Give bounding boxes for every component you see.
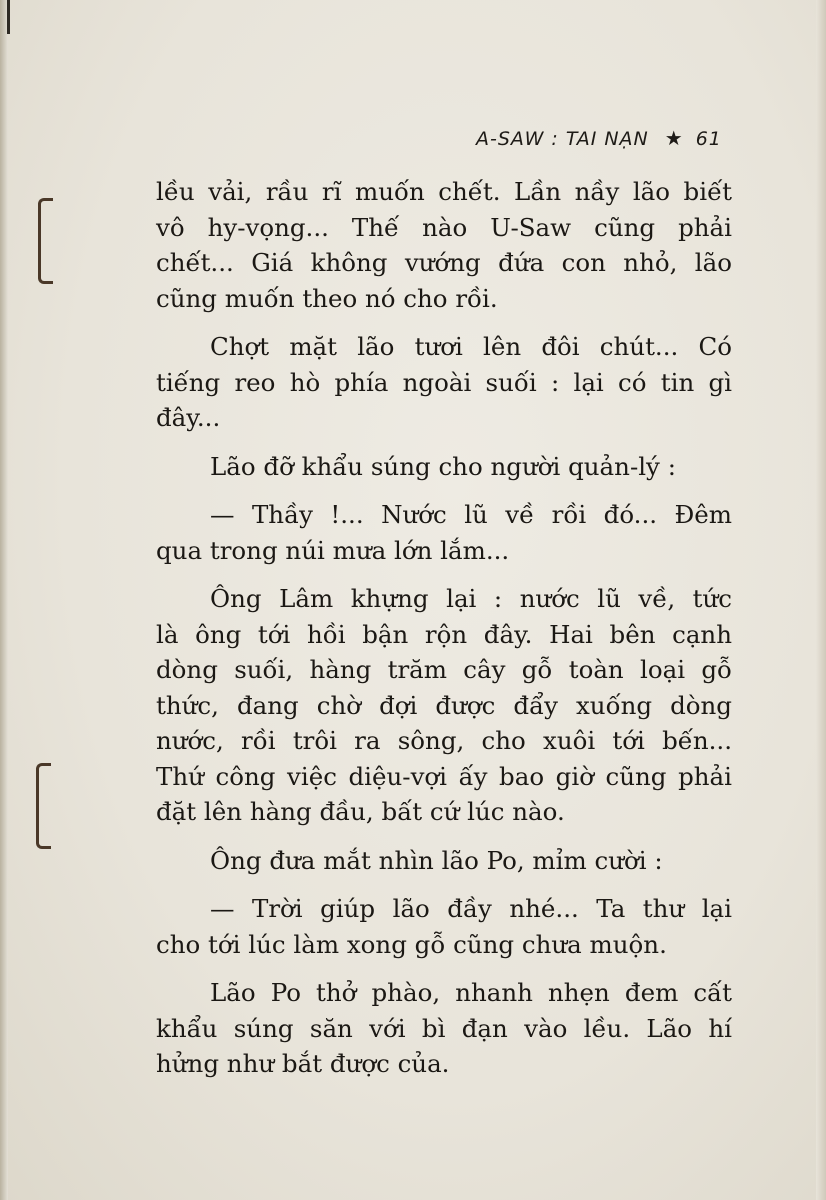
text-line: cho tới lúc làm xong gỗ cũng chưa muộn. (156, 929, 667, 959)
text-line: khẩu súng săn với bì đạn vào lều. Lão hí (156, 1013, 732, 1043)
text-line: tiếng reo hò phía ngoài suối : lại có tin gì (156, 367, 732, 397)
text-line: Thứ công việc diệu-vợi ấy bao giờ cũng phải (156, 761, 732, 791)
text-line: thức, đang chờ đợi được đẩy xuống dòng (156, 690, 732, 720)
text-line: là ông tới hồi bận rộn đây. Hai bên cạnh (156, 619, 732, 649)
text-line: nước, rồi trôi ra sông, cho xuôi tới bến... (156, 726, 732, 755)
paragraph (156, 174, 732, 316)
paragraph (156, 581, 732, 830)
body-text (156, 174, 732, 1095)
text-line: — Trời giúp lão đầy nhé... Ta thư lại (210, 894, 732, 923)
paragraph (156, 975, 732, 1082)
text-line: Chợt mặt lão tươi lên đôi chút... Có (210, 332, 732, 361)
binding-staple-top (38, 198, 53, 284)
top-edge-mark (7, 0, 10, 34)
text-line: vô hy-vọng... Thế nào U-Saw cũng phải (156, 212, 732, 242)
paragraph (156, 497, 732, 568)
text-line: đặt lên hàng đầu, bất cứ lúc nào. (156, 797, 565, 826)
text-line: Ông đưa mắt nhìn lão Po, mỉm cười : (210, 845, 663, 875)
text-line: đây... (156, 403, 221, 432)
text-line: Lão Po thở phào, nhanh nhẹn đem cất (210, 978, 732, 1007)
paragraph (156, 329, 732, 436)
text-line: — Thầy !... Nước lũ về rồi đó... Đêm (210, 500, 732, 529)
text-line: lều vải, rầu rĩ muốn chết. Lần nầy lão biết (156, 177, 732, 206)
text-line: chết... Giá không vướng đứa con nhỏ, lão (156, 248, 732, 277)
text-line: Lão đỡ khẩu súng cho người quản-lý : (210, 451, 676, 481)
page-left-edge (0, 0, 8, 1200)
text-line: hửng như bắt được của. (156, 1049, 450, 1078)
star-icon: ★ (664, 126, 684, 150)
text-line: Ông Lâm khựng lại : nước lũ về, tức (210, 584, 732, 613)
running-header (476, 126, 722, 150)
text-line: dòng suối, hàng trăm cây gỗ toàn loại gỗ (156, 655, 732, 684)
text-line: qua trong núi mưa lớn lắm... (156, 535, 510, 565)
paragraph (156, 891, 732, 962)
paragraph (156, 449, 732, 485)
text-line: cũng muốn theo nó cho rồi. (156, 283, 498, 313)
binding-staple-bottom (36, 763, 51, 849)
chapter-title: A-SAW : TAI NẠN (476, 128, 649, 150)
paragraph (156, 843, 732, 879)
page-right-edge (816, 0, 826, 1200)
page-number: 61 (695, 128, 722, 150)
